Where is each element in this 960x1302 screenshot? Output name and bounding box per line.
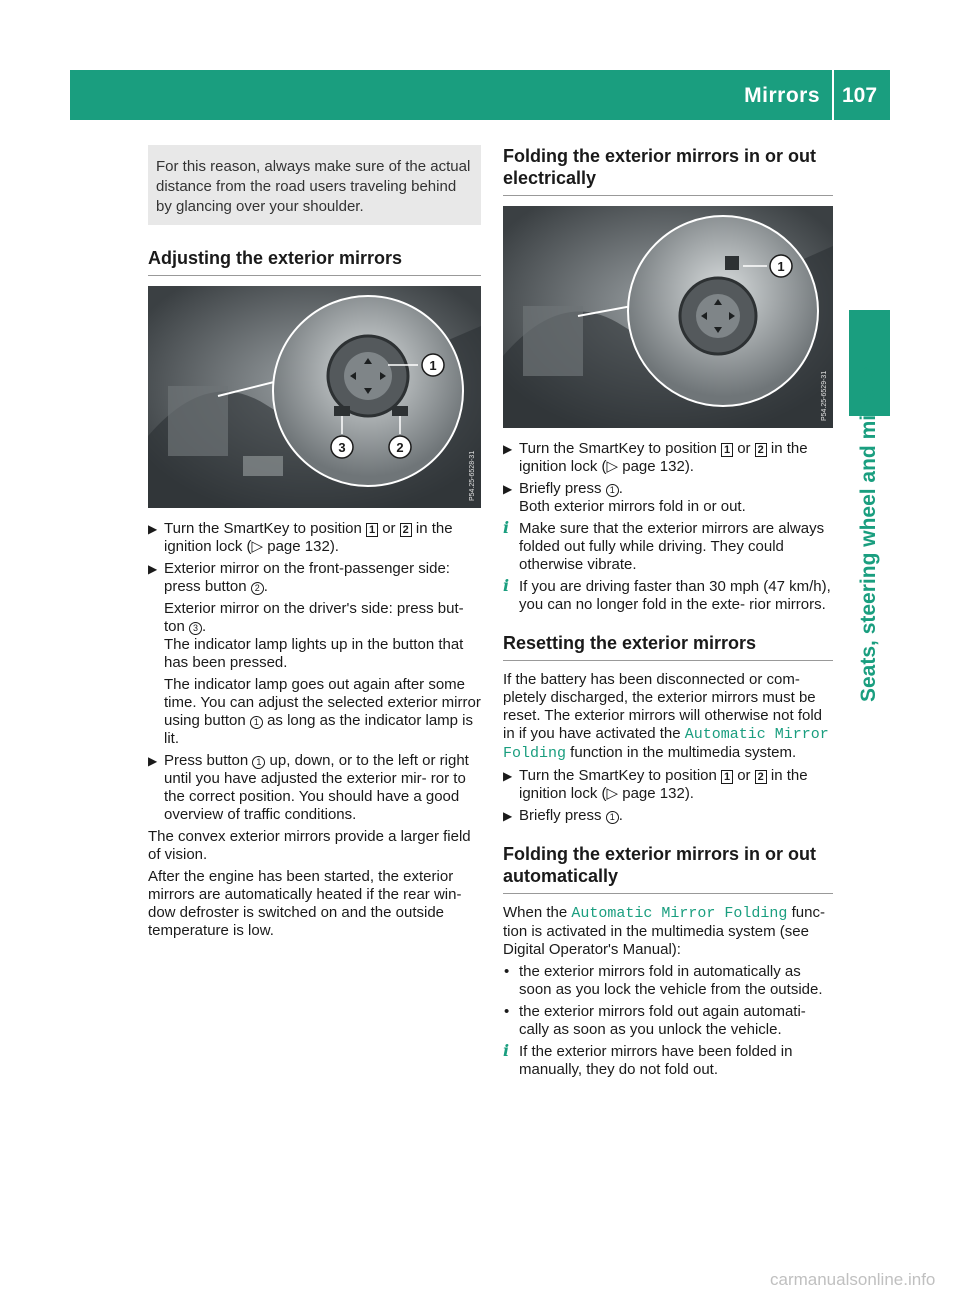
key-position-2: 2 xyxy=(400,523,412,537)
arrow-icon: ▶ xyxy=(148,562,158,576)
info-icon: i xyxy=(503,1041,510,1060)
step-4: ▶ Briefly press 1 . xyxy=(503,807,623,824)
mirror-control-photo xyxy=(148,286,481,508)
section-heading-resetting: Resetting the exterior mirrors xyxy=(503,632,833,661)
arrow-icon: ▶ xyxy=(503,809,513,823)
info-note-1: i Make sure that the exterior mirrors are always folded out fully while driving. They could otherwise vibrate. xyxy=(503,518,825,573)
bullet-icon: • xyxy=(504,1003,510,1020)
figure-code: P54.25-6528-31 xyxy=(469,450,476,501)
bullet-item: • the exterior mirrors fold in automatically as soon as you lock the vehicle from the outside. xyxy=(504,963,823,998)
callout-1: 1 xyxy=(429,358,437,373)
figure-code: P54.25-6529-31 xyxy=(821,370,828,421)
info-icon: i xyxy=(503,576,510,595)
page-number: 107 xyxy=(842,84,878,107)
note-text: For this reason, always make sure of the actual distance from the road users traveling behind by glancing over your shoulder. xyxy=(156,158,471,215)
step-1: ▶ Turn the SmartKey to position 1 or 2 in the ignition lock (▷ page 132). xyxy=(503,440,808,475)
watermark: carmanualsonline.info xyxy=(770,1270,936,1289)
page-title: Mirrors xyxy=(744,84,820,107)
left-column xyxy=(148,145,481,944)
info-icon: i xyxy=(503,518,510,537)
step-3: ▶ Turn the SmartKey to position 1 or 2 in the ignition lock (▷ page 132). xyxy=(503,767,808,802)
chapter-label: Seats, steering wheel and mirrors xyxy=(857,365,880,702)
paragraph-heated: After the engine has been started, the exterior mirrors are automatically heated if the rear win- dow defroster is switched on and the outside temperature is low. xyxy=(148,868,462,939)
page-link[interactable]: ▷ page 132). xyxy=(251,538,339,555)
arrow-icon: ▶ xyxy=(503,769,513,783)
section-heading-folding-auto: Folding the exterior mirrors in or out automatically xyxy=(503,843,833,894)
callout-3: 3 xyxy=(338,440,346,455)
step-3: ▶ Press button 1 up, down, or to the left or right until you have adjusted the exterior mir- ror to the correct position. You should have a good overview of traffic conditions. xyxy=(148,752,469,823)
section-heading-folding-electric: Folding the exterior mirrors in or out electrically xyxy=(503,145,833,196)
arrow-icon: ▶ xyxy=(503,482,513,496)
paragraph-auto: When the Automatic Mirror Folding func- tion is activated in the multimedia system (see Digital Operator's Manual): xyxy=(503,904,825,958)
page-link[interactable]: ▷ page 132). xyxy=(606,785,694,802)
fold-control-photo xyxy=(503,206,833,428)
bullet-icon: • xyxy=(504,963,510,980)
right-column xyxy=(503,145,833,1083)
callout-2: 2 xyxy=(396,440,404,455)
paragraph-reset: If the battery has been disconnected or com- pletely discharged, the exterior mirrors must be reset. The exterior mirrors will otherwise not fold in if you have activated the Automatic Mirror Folding function in the multimedia system. xyxy=(503,671,829,762)
arrow-icon: ▶ xyxy=(148,522,158,536)
info-note-2: i If you are driving faster than 30 mph (47 km/h), you can no longer fold in the exte- rior mirrors. xyxy=(503,576,831,613)
step-2: ▶ Exterior mirror on the front-passenger side: press button 2 . Exterior mirror on the driver's side: press but- ton 3 . The indicator lamp lights up in the button that has been pressed. The indicator lamp goes out again after some time. You can adjust the selected exterior mirror using button 1 as long as the indicator lamp is lit. xyxy=(148,560,481,747)
note-box xyxy=(148,145,481,225)
menu-name: Automatic Mirror Folding xyxy=(503,726,829,762)
header-separator xyxy=(832,70,834,120)
fold-control-illustration xyxy=(503,206,833,428)
paragraph-convex: The convex exterior mirrors provide a larger field of vision. xyxy=(148,828,471,863)
callout-1: 1 xyxy=(777,259,785,274)
key-position-1: 1 xyxy=(366,523,378,537)
section-heading-adjusting: Adjusting the exterior mirrors xyxy=(148,247,481,276)
bullet-item: • the exterior mirrors fold out again automati- cally as soon as you unlock the vehicle. xyxy=(504,1003,806,1038)
info-note-3: i If the exterior mirrors have been folded in manually, they do not fold out. xyxy=(503,1041,793,1078)
menu-name: Automatic Mirror Folding xyxy=(571,905,788,922)
arrow-icon: ▶ xyxy=(148,754,158,768)
step-2: ▶ Briefly press 1 . Both exterior mirrors fold in or out. xyxy=(503,480,746,515)
step-1: ▶ Turn the SmartKey to position 1 or 2 in the ignition lock (▷ page 132). xyxy=(148,520,453,555)
mirror-control-illustration xyxy=(148,286,481,508)
arrow-icon: ▶ xyxy=(503,442,513,456)
page-link[interactable]: ▷ page 132). xyxy=(606,458,694,475)
